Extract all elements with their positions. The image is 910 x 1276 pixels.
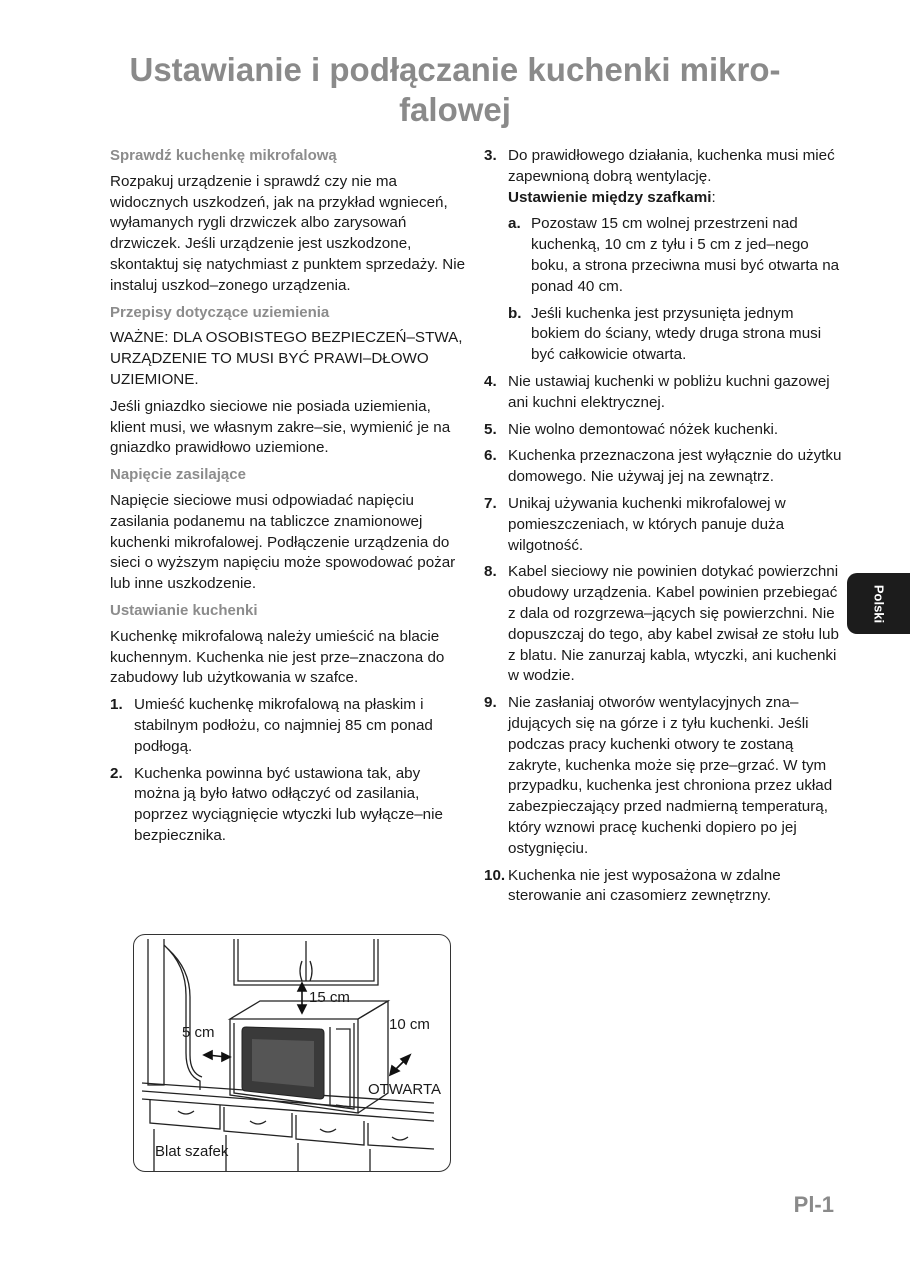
sub-item-a <box>508 214 844 297</box>
item-number: 3. <box>484 147 497 164</box>
figure-label-top: 15 cm <box>309 989 350 1006</box>
heading-placement: Ustawianie kuchenki <box>110 601 258 619</box>
sub-list <box>484 214 844 366</box>
installation-drawing <box>134 935 450 1171</box>
item-number: 10. <box>484 866 506 884</box>
sub-label: b. <box>508 304 522 322</box>
title-line-2: falowej <box>399 91 511 128</box>
left-column <box>110 146 470 853</box>
list-item-9 <box>484 693 844 859</box>
list-item-5 <box>484 420 844 441</box>
heading-voltage: Napięcie zasilające <box>110 466 246 484</box>
right-column <box>484 146 844 913</box>
item-bold-colon: : <box>711 188 716 206</box>
item-bold-label: Ustawienie między szafkami <box>508 188 712 206</box>
list-item-2 <box>110 764 470 847</box>
item-number: 2. <box>110 764 123 782</box>
figure-label-back: 10 cm <box>389 1016 430 1033</box>
list-item-10 <box>484 866 844 908</box>
list-item-8 <box>484 562 844 687</box>
list-item-3 <box>484 146 844 208</box>
placement-text: Kuchenkę mikrofalową należy umieścić na blacie kuchennym. Kuchenka nie jest prze–znaczona do zabudowy lub użytkowania w szafce. <box>110 627 445 687</box>
item-number: 9. <box>484 694 497 712</box>
figure-label-open: OTWARTA <box>368 1081 442 1098</box>
list-item-4 <box>484 372 844 414</box>
sub-item-b <box>508 304 844 366</box>
sub-text: Pozostaw 15 cm wolnej przestrzeni nad kuchenką, 10 cm z tyłu i 5 cm z jed–nego boku, a strona przeciwna musi być otwarta na ponad 40 cm. <box>531 215 840 295</box>
item-text: Unikaj używania kuchenki mikrofalowej w pomieszczeniach, w których panuje duża wilgotność. <box>508 494 786 554</box>
item-number: 8. <box>484 563 497 581</box>
item-text: Nie wolno demontować nóżek kuchenki. <box>508 420 779 438</box>
item-text: Kabel sieciowy nie powinien dotykać powierzchni obudowy urządzenia. Kabel powinien przebiegać z dala od rozgrzewa–jących się powierzchni. Nie dopuszczaj do tego, aby kabel zwisał ze stołu lub z blatu. Nie zanurzaj kabla, wtyczki, ani kuchenki w wodzie. <box>508 563 839 685</box>
heading-grounding: Przepisy dotyczące uziemienia <box>110 303 330 321</box>
list-item-6 <box>484 446 844 488</box>
item-text: Nie zasłaniaj otworów wentylacyjnych zna–jdujących się na górze i z tyłu kuchenki. Jeśli podczas pracy kuchenki otwory te zostaną zakryte, kuchenka może się prze–grzać. W tym przypadku, kuchenka jest chroniona przez układ zabezpieczający przed nadmierną temperaturą, który wznowi pracę kuchenki dopiero po jej ostygnięciu. <box>508 694 833 857</box>
voltage-text: Napięcie sieciowe musi odpowiadać napięciu zasilania podanemu na tabliczce znamionowej kuchenki mikrofalowej. Podłączenie urządzenia do sieci o wyższym napięciu może spowodować pożar lub inne uszkodzenie. <box>110 491 456 593</box>
sub-label: a. <box>508 215 521 233</box>
item-number: 4. <box>484 372 497 390</box>
list-item-1 <box>110 695 470 757</box>
item-text: Kuchenka nie jest wyposażona w zdalne sterowanie ani czasomierz zewnętrzny. <box>508 866 781 905</box>
title-line-1: Ustawianie i podłączanie kuchenki mikro- <box>129 51 781 88</box>
language-tab-label: Polski <box>871 584 886 623</box>
item-text: Umieść kuchenkę mikrofalową na płaskim i stabilnym podłożu, co najmniej 85 cm ponad podłogą. <box>134 696 433 755</box>
item-text: Nie ustawiaj kuchenki w pobliżu kuchni gazowej ani kuchni elektrycznej. <box>508 372 830 411</box>
item-number: 5. <box>484 420 497 438</box>
installation-diagram <box>133 934 451 1172</box>
page-number: Pl-1 <box>793 1192 834 1217</box>
figure-label-side: 5 cm <box>182 1024 215 1041</box>
item-text: Do prawidłowego działania, kuchenka musi mieć zapewnioną dobrą wentylację. <box>508 147 835 185</box>
item-number: 7. <box>484 494 497 512</box>
item-text: Kuchenka przeznaczona jest wyłącznie do użytku domowego. Nie używaj jej na zewnątrz. <box>508 447 842 486</box>
item-text: Kuchenka powinna być ustawiona tak, aby można ją było łatwo odłączyć od zasilania, poprzez wyciągnięcie wtyczki lub wyłącze–nie bezpiecznika. <box>134 764 443 844</box>
grounding-warning: WAŻNE: DLA OSOBISTEGO BEZPIECZEŃ–STWA, URZĄDZENIE TO MUSI BYĆ PRAWI–DŁOWO UZIEMIONE. <box>110 329 463 388</box>
sub-text: Jeśli kuchenka jest przysunięta jednym bokiem do ściany, wtedy druga strona musi być całkowicie otwarta. <box>531 304 822 364</box>
language-tab <box>847 573 910 634</box>
grounding-text: Jeśli gniazdko sieciowe nie posiada uziemienia, klient musi, we własnym zakre–sie, wymienić je na gniazdko prawidłowo uziemione. <box>110 397 451 457</box>
list-item-7 <box>484 494 844 556</box>
page-title <box>60 50 850 130</box>
figure-label-counter: Blat szafek <box>155 1143 229 1160</box>
item-number: 1. <box>110 696 123 714</box>
item-number: 6. <box>484 447 497 465</box>
heading-check-oven: Sprawdź kuchenkę mikrofalową <box>110 147 337 164</box>
check-oven-text: Rozpakuj urządzenie i sprawdź czy nie ma widocznych uszkodzeń, jak na przykład wgnieceń, wyłamanych rygli drzwiczek albo zarysowań drzwiczek. Jeśli urządzenie jest uszkodzone, skontaktuj się natychmiast z punktem sprzedaży. Nie instaluj uszkod–zonego urządzenia. <box>110 172 466 294</box>
